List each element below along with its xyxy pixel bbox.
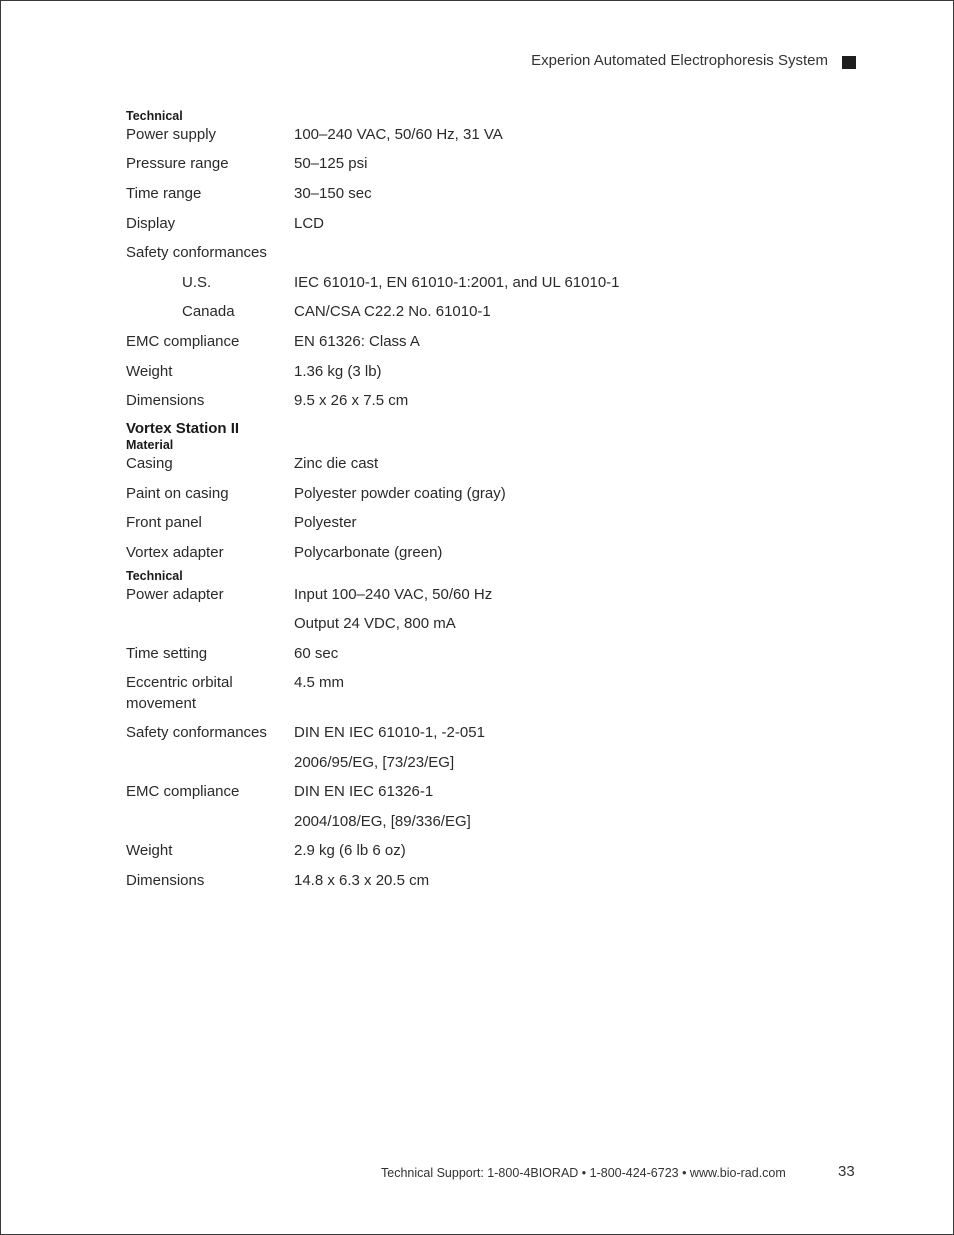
spec-value: 1.36 kg (3 lb): [294, 363, 382, 380]
spec-row: [126, 453, 826, 483]
footer-support: Technical Support: 1-800-4BIORAD • 1-800-424-6723 • www.bio-rad.com: [381, 1166, 786, 1180]
spec-row: [126, 242, 826, 272]
spec-value: IEC 61010-1, EN 61010-1:2001, and UL 61010-1: [294, 274, 620, 291]
spec-row: [126, 781, 826, 811]
spec-value: 2006/95/EG, [73/23/EG]: [294, 754, 455, 771]
spec-label: Eccentric orbital: [126, 674, 233, 691]
spec-label: Power adapter: [126, 586, 224, 603]
header-square-marker: [842, 56, 856, 69]
spec-value: 30–150 sec: [294, 185, 372, 202]
spec-label: Weight: [126, 842, 173, 859]
spec-row: [126, 483, 826, 512]
spec-row: [126, 542, 826, 568]
spec-label: U.S.: [182, 274, 212, 291]
spec-value: 2004/108/EG, [89/336/EG]: [294, 813, 471, 830]
spec-row: [126, 213, 826, 242]
spec-value: 9.5 x 26 x 7.5 cm: [294, 392, 409, 409]
technical-subhead: Technical: [126, 109, 183, 123]
spec-value: DIN EN IEC 61326-1: [294, 783, 434, 800]
spec-label: Paint on casing: [126, 485, 229, 502]
spec-row: [126, 870, 826, 891]
spec-label: Weight: [126, 363, 173, 380]
spec-row: [126, 643, 826, 672]
spec-label: Power supply: [126, 126, 217, 143]
spec-label: EMC compliance: [126, 783, 240, 800]
spec-label: Safety conformances: [126, 244, 267, 261]
spec-value: Polyester: [294, 514, 357, 531]
spec-label: movement: [126, 695, 197, 712]
spec-label: Dimensions: [126, 872, 205, 889]
spec-row: [126, 272, 826, 301]
spec-row: [126, 301, 826, 331]
spec-row: [126, 752, 826, 781]
spec-row: [126, 584, 826, 613]
spec-value: Polyester powder coating (gray): [294, 485, 506, 502]
spec-label: Time range: [126, 185, 202, 202]
spec-label: Casing: [126, 455, 173, 472]
spec-row: [126, 331, 826, 361]
spec-label: Safety conformances: [126, 724, 267, 741]
spec-label: Front panel: [126, 514, 202, 531]
spec-label: Display: [126, 215, 176, 232]
spec-label: Canada: [182, 303, 235, 320]
spec-row: [126, 613, 826, 643]
spec-row: [126, 390, 826, 414]
spec-value: EN 61326: Class A: [294, 333, 420, 350]
spec-row: [126, 512, 826, 542]
spec-row: [126, 361, 826, 390]
spec-value: 100–240 VAC, 50/60 Hz, 31 VA: [294, 126, 503, 143]
spec-value: 50–125 psi: [294, 155, 368, 172]
technical-subhead: Technical: [126, 569, 183, 583]
spec-value: Zinc die cast: [294, 455, 379, 472]
spec-row: [126, 124, 826, 153]
spec-value: 14.8 x 6.3 x 20.5 cm: [294, 872, 430, 889]
spec-value: Polycarbonate (green): [294, 544, 443, 561]
spec-row: [126, 672, 826, 693]
spec-row: [126, 811, 826, 840]
spec-value: 60 sec: [294, 645, 339, 662]
spec-row: [126, 722, 826, 752]
spec-label: Pressure range: [126, 155, 229, 172]
spec-value: 4.5 mm: [294, 674, 345, 691]
spec-label: EMC compliance: [126, 333, 240, 350]
spec-value: Input 100–240 VAC, 50/60 Hz: [294, 586, 493, 603]
running-header: Experion Automated Electrophoresis System: [531, 52, 828, 69]
page-number: 33: [838, 1163, 855, 1180]
spec-row: [126, 153, 826, 183]
spec-value: CAN/CSA C22.2 No. 61010-1: [294, 303, 491, 320]
spec-value: 2.9 kg (6 lb 6 oz): [294, 842, 406, 859]
spec-row: [126, 183, 826, 213]
spec-label: Dimensions: [126, 392, 205, 409]
spec-value: DIN EN IEC 61010-1, -2-051: [294, 724, 485, 741]
spec-label: Time setting: [126, 645, 208, 662]
spec-label: Vortex adapter: [126, 544, 224, 561]
spec-content: [126, 108, 826, 891]
spec-value: Output 24 VDC, 800 mA: [294, 615, 456, 632]
spec-row: [126, 693, 826, 722]
spec-row: [126, 840, 826, 870]
material-subhead: Material: [126, 438, 174, 452]
section-title: Vortex Station II: [126, 420, 240, 437]
spec-value: LCD: [294, 215, 325, 232]
